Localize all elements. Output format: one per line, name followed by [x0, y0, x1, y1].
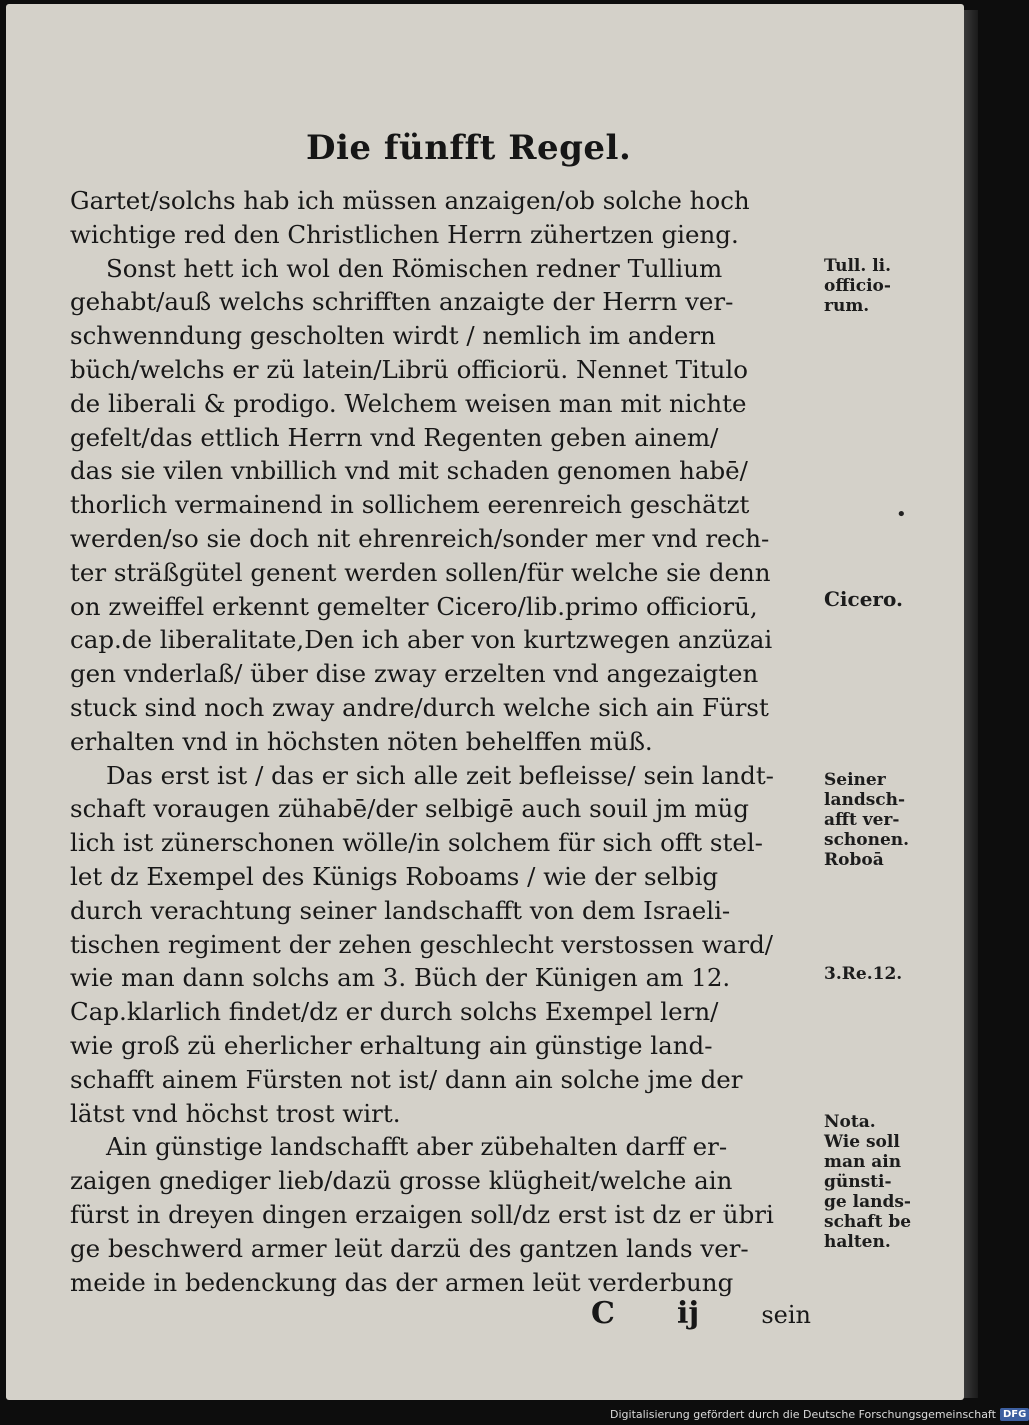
paragraph	[70, 1130, 820, 1299]
text-line: fürst in dreyen dingen erzaigen soll/dz erst ist dz er übri	[70, 1199, 774, 1229]
text-line: schafft ainem Fürsten not ist/ dann ain solche jme der	[70, 1064, 743, 1094]
text-line: tischen regiment der zehen geschlecht verstossen ward/	[70, 929, 774, 959]
paragraph	[70, 184, 820, 252]
text-line: de liberali & prodigo. Welchem weisen man mit nichte	[70, 388, 747, 418]
running-head: Die fünfft Regel.	[306, 128, 632, 168]
text-line: büch/welchs er zü latein/Librü officiorü. Nennet Titulo	[70, 354, 748, 384]
text-line: wie man dann solchs am 3. Büch der Künigen am 12.	[70, 963, 731, 993]
text-line: werden/so sie doch nit ehrenreich/sonder mer vnd rech-	[70, 523, 770, 553]
signature-number: ij	[676, 1296, 700, 1331]
text-line: Cap.klarlich findet/dz er durch solchs Exempel lern/	[70, 997, 719, 1027]
margin-note: Nota. Wie soll man ain günsti- ge lands- schaft be halten.	[824, 1112, 912, 1252]
text-line: stuck sind noch zway andre/durch welche sich ain Fürst	[70, 692, 769, 722]
text-line: thorlich vermainend in sollichem eerenreich geschätzt	[70, 490, 750, 520]
text-line: gehabt/auß welchs schrifften anzaigte der Herrn ver-	[70, 287, 734, 317]
main-text-block	[70, 184, 820, 1299]
text-line: schwenndung gescholten wirdt / nemlich im andern	[70, 321, 716, 351]
text-line: gefelt/das ettlich Herrn vnd Regenten geben ainem/	[70, 422, 719, 452]
text-line: zaigen gnediger lieb/dazü grosse klügheit/welche ain	[70, 1166, 733, 1196]
text-line: let dz Exempel des Künigs Roboams / wie der selbig	[70, 861, 719, 891]
text-line: Ain günstige landschafft aber zübehalten darff er-	[106, 1132, 728, 1162]
text-line: ter sträßgütel genent werden sollen/für welche sie denn	[70, 557, 771, 587]
text-line: gen vnderlaß/ über dise zway erzelten vnd angezaigten	[70, 659, 759, 689]
paragraph	[70, 252, 820, 759]
digitization-footer	[610, 1405, 1027, 1423]
text-line: ge beschwerd armer leüt darzü des gantzen lands ver-	[70, 1233, 749, 1263]
paragraph	[70, 759, 820, 1131]
book-page	[6, 4, 964, 1400]
margin-note: 3.Re.12.	[824, 964, 903, 984]
text-line: lätst vnd höchst trost wirt.	[70, 1098, 401, 1128]
ink-mark: •	[896, 504, 907, 525]
signature-mark: C	[591, 1296, 615, 1331]
text-line: Sonst hett ich wol den Römischen redner Tullium	[106, 253, 723, 283]
book-page-edge	[964, 10, 978, 1398]
text-line: Gartet/solchs hab ich müssen anzaigen/ob solche hoch	[70, 186, 750, 215]
text-line: wie groß zü eherlicher erhaltung ain günstige land-	[70, 1030, 713, 1060]
catchword: sein	[761, 1301, 811, 1329]
signature-line	[591, 1296, 811, 1331]
margin-note: Seiner landsch- afft ver- schonen. Roboā	[824, 770, 910, 870]
text-line: lich ist zünerschonen wölle/in solchem für sich offt stel-	[70, 828, 763, 858]
text-line: durch verachtung seiner landschafft von dem Israeli-	[70, 895, 731, 925]
text-line: Das erst ist / das er sich alle zeit befleisse/ sein landt-	[106, 760, 774, 790]
text-line: cap.de liberalitate,Den ich aber von kurtzwegen anzüzai	[70, 625, 773, 655]
margin-note: Tull. li. officio- rum.	[824, 256, 892, 316]
text-line: meide in bedenckung das der armen leüt verderbung	[70, 1267, 734, 1297]
text-line: on zweiffel erkennt gemelter Cicero/lib.primo officiorū,	[70, 591, 758, 621]
margin-note: Cicero.	[824, 587, 903, 611]
text-line: das sie vilen vnbillich vnd mit schaden genomen habē/	[70, 456, 748, 486]
dfg-logo: DFG	[1000, 1408, 1029, 1421]
text-line: erhalten vnd in höchsten nöten behelffen müß.	[70, 726, 653, 756]
text-line: schaft voraugen zühabē/der selbigē auch souil jm müg	[70, 794, 749, 824]
footer-text: Digitalisierung gefördert durch die Deutsche Forschungsgemeinschaft	[610, 1407, 996, 1421]
text-line: wichtige red den Christlichen Herrn zühertzen gieng.	[70, 219, 739, 249]
